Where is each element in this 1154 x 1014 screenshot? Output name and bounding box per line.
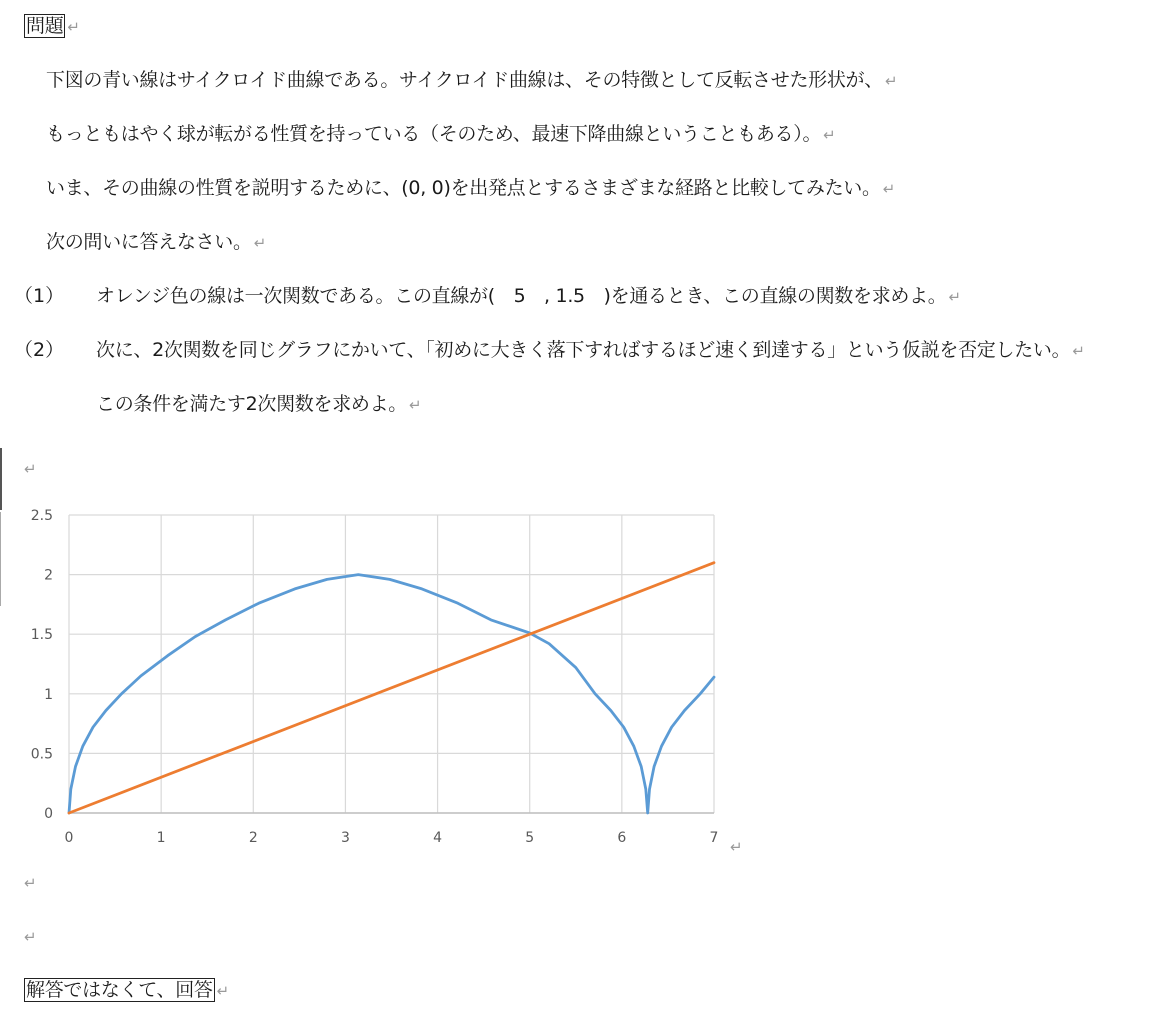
paragraph-text: 次の問いに答えなさい。	[46, 231, 252, 253]
x-tick-label: 0	[64, 830, 74, 846]
paragraph-text: 下図の青い線はサイクロイド曲線である。サイクロイド曲線は、その特徴として反転させた形状が、	[46, 69, 883, 91]
x-tick-label: 1	[156, 830, 166, 846]
paragraph-text: いま、その曲線の性質を説明するために、(0, 0)を出発点とするさまざまな経路と比較してみたい。	[46, 177, 881, 199]
footer-heading-text: 解答ではなくて、回答	[26, 979, 213, 1001]
paragraph-mark-icon: ↵	[730, 838, 743, 856]
paragraph-mark-icon: ↵	[1072, 342, 1085, 360]
question-2-number: （2）	[14, 339, 65, 361]
empty-paragraph	[22, 870, 36, 895]
empty-paragraph	[22, 924, 36, 949]
heading-text: 問題	[26, 15, 64, 37]
paragraph-mark-icon: ↵	[24, 460, 37, 478]
empty-paragraph	[22, 456, 36, 481]
paragraph-text: もっともはやく球が転がる性質を持っている（そのため、最速下降曲線ということもある）。	[46, 123, 822, 145]
x-tick-label: 5	[525, 830, 535, 846]
y-tick-label: 0.5	[30, 746, 53, 763]
paragraph-mark-icon: ↵	[24, 928, 37, 946]
chart-ticks	[31, 508, 719, 846]
footer-heading	[24, 978, 229, 1003]
paragraph-2	[46, 122, 835, 147]
question-text: この条件を満たす2次関数を求めよ。	[96, 393, 407, 415]
paragraph-mark-icon: ↵	[882, 180, 895, 198]
question-text: 次に、2次関数を同じグラフにかいて、「初めに大きく落下すればするほど速く到達する」という仮説を否定したい。	[96, 339, 1071, 361]
x-tick-label: 7	[709, 830, 719, 846]
paragraph-mark-icon: ↵	[24, 874, 37, 892]
y-tick-label: 2	[44, 567, 53, 584]
paragraph-mark-icon: ↵	[216, 982, 229, 1000]
question-text: オレンジ色の線は一次関数である。この直線が( 5 , 1.5 )を通るとき、この直線の関数を求めよ。	[96, 285, 947, 307]
paragraph-mark-icon: ↵	[67, 18, 80, 36]
paragraph-4	[46, 230, 266, 255]
paragraph-mark-icon: ↵	[253, 234, 266, 252]
paragraph-3	[46, 176, 895, 201]
linear-series-line	[69, 563, 714, 813]
y-tick-label: 1.5	[30, 627, 53, 644]
y-tick-label: 2.5	[30, 508, 53, 524]
chart-series	[69, 563, 714, 813]
question-2-text	[96, 338, 1085, 363]
chart-grid	[69, 515, 714, 813]
question-1-number: （1）	[14, 285, 65, 307]
x-tick-label: 4	[433, 830, 443, 846]
y-tick-label: 0	[44, 806, 53, 822]
paragraph-mark-icon: ↵	[884, 72, 898, 90]
chart-paragraph-mark	[728, 834, 742, 859]
question-2-continuation	[96, 392, 421, 417]
paragraph-mark-icon: ↵	[409, 396, 422, 414]
heading	[24, 14, 80, 39]
y-tick-label: 1	[44, 686, 53, 703]
cycloid-chart	[0, 500, 760, 860]
x-tick-label: 3	[340, 830, 350, 846]
paragraph-1	[46, 68, 897, 93]
x-tick-label: 6	[617, 830, 627, 846]
x-tick-label: 2	[248, 830, 258, 846]
paragraph-mark-icon: ↵	[948, 288, 961, 306]
paragraph-mark-icon: ↵	[823, 126, 836, 144]
question-1-text	[96, 284, 961, 309]
